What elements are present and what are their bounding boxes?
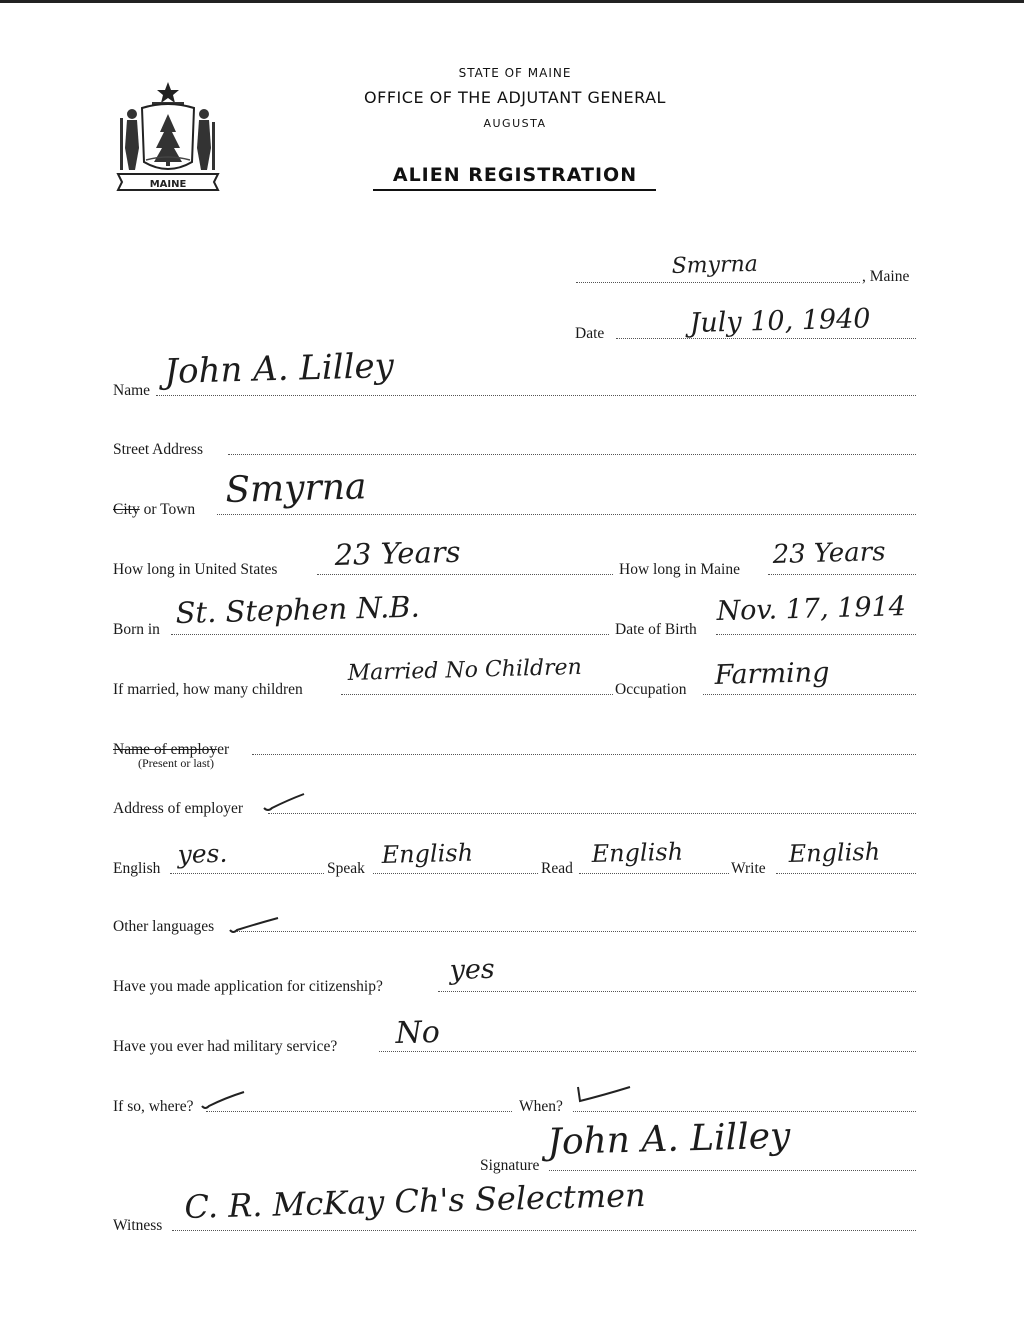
occupation-value[interactable]: Farming	[714, 657, 830, 691]
maine-label: , Maine	[862, 268, 910, 285]
name-dots	[156, 395, 916, 396]
employer-address-check-icon	[262, 790, 308, 814]
military-value[interactable]: No	[395, 1014, 441, 1051]
how-long-us-label: How long in United States	[113, 561, 278, 578]
english-label: English	[113, 860, 161, 877]
state-heading: STATE OF MAINE	[458, 66, 572, 80]
english-value[interactable]: yes.	[177, 838, 228, 869]
town-value[interactable]: Smyrna	[224, 466, 367, 511]
if-so-where-dots	[206, 1111, 512, 1112]
signature-label: Signature	[480, 1157, 540, 1174]
date-of-birth-value[interactable]: Nov. 17, 1914	[716, 591, 907, 627]
name-value[interactable]: John A. Lilley	[163, 346, 395, 392]
where-check-icon	[200, 1088, 248, 1112]
when-dots	[573, 1111, 916, 1112]
employer-struck-label: Name of employ	[113, 741, 218, 758]
or-town-label: or Town	[139, 501, 196, 518]
write-value[interactable]: English	[788, 837, 881, 868]
signature-dots	[549, 1170, 916, 1171]
town-line-value[interactable]: Smyrna	[671, 251, 759, 279]
witness-value[interactable]: C. R. McKay Ch's Selectmen	[184, 1175, 647, 1226]
married-children-label: If married, how many children	[113, 681, 303, 698]
read-dots	[579, 873, 729, 874]
english-dots	[170, 873, 324, 874]
other-languages-check-icon	[228, 914, 282, 936]
born-in-dots	[171, 634, 609, 635]
seal-motto: MAINE	[149, 179, 187, 190]
scan-border	[0, 0, 1024, 3]
speak-label: Speak	[327, 860, 365, 877]
office-heading: OFFICE OF THE ADJUTANT GENERAL	[364, 88, 666, 107]
when-label: When?	[519, 1098, 563, 1115]
street-address-dots	[228, 454, 916, 455]
city-heading: AUGUSTA	[483, 117, 547, 130]
citizenship-dots	[438, 991, 916, 992]
speak-value[interactable]: English	[381, 838, 474, 869]
how-long-maine-value[interactable]: 23 Years	[772, 537, 886, 570]
military-label: Have you ever had military service?	[113, 1038, 338, 1055]
when-check-icon	[574, 1083, 634, 1109]
military-dots	[379, 1051, 916, 1052]
maine-state-seal-icon	[112, 78, 224, 196]
read-value[interactable]: English	[591, 837, 684, 868]
date-dots	[616, 338, 916, 339]
occupation-dots	[703, 694, 916, 695]
signature-value[interactable]: John A. Lilley	[546, 1115, 791, 1163]
other-languages-dots	[234, 931, 916, 932]
title-underline	[373, 189, 656, 191]
other-languages-label: Other languages	[113, 918, 215, 935]
employer-name-dots	[252, 754, 916, 755]
town-dots	[217, 514, 916, 515]
form-title: ALIEN REGISTRATION	[392, 164, 638, 186]
how-long-maine-label: How long in Maine	[619, 561, 740, 578]
name-label: Name	[113, 382, 151, 399]
witness-label: Witness	[113, 1217, 163, 1234]
employer-address-label: Address of employer	[113, 800, 243, 817]
present-or-last-label: (Present or last)	[138, 756, 214, 770]
occupation-label: Occupation	[615, 681, 687, 698]
if-so-where-label: If so, where?	[113, 1098, 194, 1115]
date-of-birth-label: Date of Birth	[615, 621, 697, 638]
born-in-value[interactable]: St. Stephen N.B.	[175, 589, 421, 630]
date-value[interactable]: July 10, 1940	[689, 303, 871, 339]
date-label: Date	[575, 325, 605, 342]
how-long-maine-dots	[768, 574, 916, 575]
how-long-us-value[interactable]: 23 Years	[334, 534, 461, 572]
employer-address-dots	[268, 813, 916, 814]
city-struck-label: City	[113, 501, 140, 518]
write-dots	[776, 873, 916, 874]
citizenship-label: Have you made application for citizenship?	[113, 978, 383, 995]
read-label: Read	[541, 860, 573, 877]
street-address-label: Street Address	[113, 441, 203, 458]
city-or-town-label	[113, 501, 195, 519]
citizenship-value[interactable]: yes	[449, 953, 496, 986]
born-in-label: Born in	[113, 621, 160, 638]
how-long-us-dots	[317, 574, 613, 575]
employer-suffix-label: er	[217, 741, 230, 758]
married-children-value[interactable]: Married No Children	[347, 654, 583, 686]
witness-dots	[172, 1230, 916, 1231]
town-line-dots	[576, 282, 860, 283]
write-label: Write	[731, 860, 766, 877]
speak-dots	[373, 873, 538, 874]
married-children-dots	[341, 694, 613, 695]
date-of-birth-dots	[716, 634, 916, 635]
